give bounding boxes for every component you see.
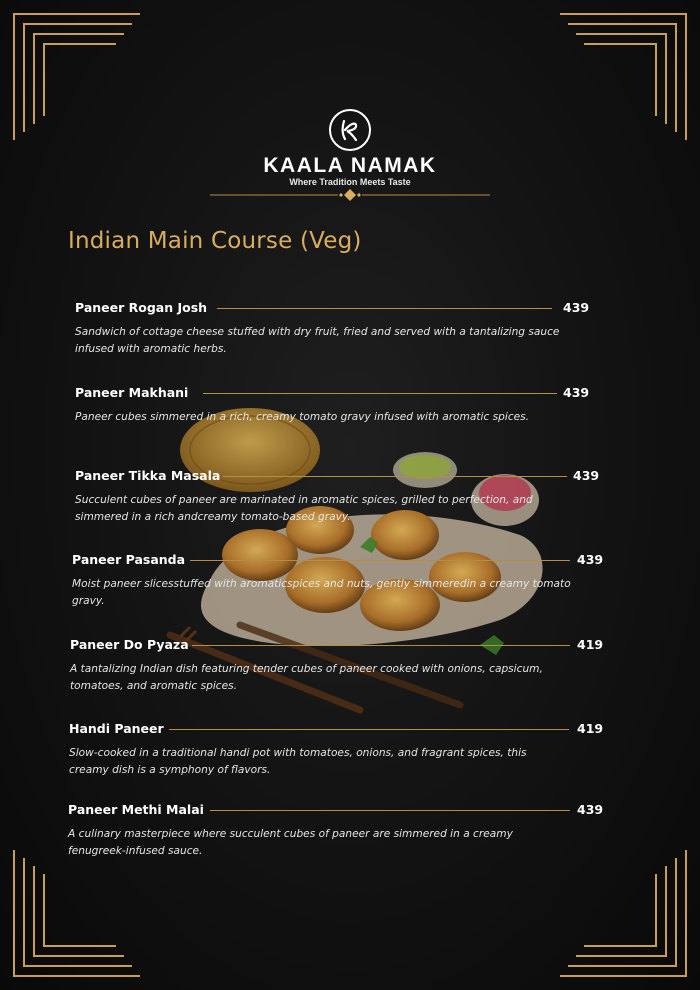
menu-item (72, 552, 604, 610)
menu-item (75, 300, 590, 358)
item-price: 439 (573, 468, 600, 483)
corner-ornament-bottom-right (560, 850, 700, 990)
leader-line (192, 645, 570, 646)
item-name: Paneer Makhani (75, 385, 189, 400)
item-name: Paneer Pasanda (72, 552, 186, 567)
item-name: Paneer Methi Malai (68, 802, 204, 817)
item-description: Sandwich of cottage cheese stuffed with dry fruit, fried and served with a tantalizing sauce infused with aromatic herbs. (75, 326, 560, 355)
leader-line (190, 560, 570, 561)
leader-line (210, 810, 570, 811)
item-price: 439 (563, 385, 590, 400)
item-price: 439 (563, 300, 590, 315)
leader-line (223, 476, 567, 477)
item-description: Paneer cubes simmered in a rich, creamy tomato gravy infused with aromatic spices. (75, 411, 530, 423)
item-price: 439 (577, 552, 604, 567)
leader-line (203, 393, 557, 394)
item-name: Handi Paneer (69, 721, 164, 736)
logo-emblem-icon (328, 108, 372, 152)
item-price: 439 (577, 802, 604, 817)
menu-item (69, 721, 604, 779)
menu-item (75, 468, 600, 526)
item-price: 419 (577, 637, 604, 652)
item-description: Moist paneer slicesstuffed with aromaticspices and nuts, gently simmeredin a creamy tomato gravy. (72, 578, 571, 607)
item-name: Paneer Rogan Josh (75, 300, 208, 315)
menu-item (70, 637, 604, 695)
item-name: Paneer Tikka Masala (75, 468, 221, 483)
item-name: Paneer Do Pyaza (70, 637, 189, 652)
item-description: Succulent cubes of paneer are marinated in aromatic spices, grilled to perfection, and simmered in a rich andcreamy tomato-based gravy. (75, 494, 533, 523)
brand-tagline: Where Tradition Meets Taste (289, 177, 411, 187)
corner-ornament-bottom-left (0, 850, 140, 990)
item-description: A tantalizing Indian dish featuring tender cubes of paneer cooked with onions, capsicum, tomatoes, and aromatic spices. (70, 663, 543, 692)
item-description: Slow-cooked in a traditional handi pot with tomatoes, onions, and fragrant spices, this creamy dish is a symphony of flavors. (69, 747, 527, 776)
item-description: A culinary masterpiece where succulent cubes of paneer are simmered in a creamy fenugreek-infused sauce. (68, 828, 513, 857)
item-price: 419 (577, 721, 604, 736)
leader-line (217, 308, 552, 309)
logo-divider (210, 186, 490, 204)
menu-item (75, 385, 590, 426)
section-title: Indian Main Course (Veg) (68, 228, 362, 254)
leader-line (169, 729, 569, 730)
brand-name: KAALA NAMAK (263, 154, 437, 177)
brand-logo (0, 108, 700, 187)
menu-item (68, 802, 604, 860)
